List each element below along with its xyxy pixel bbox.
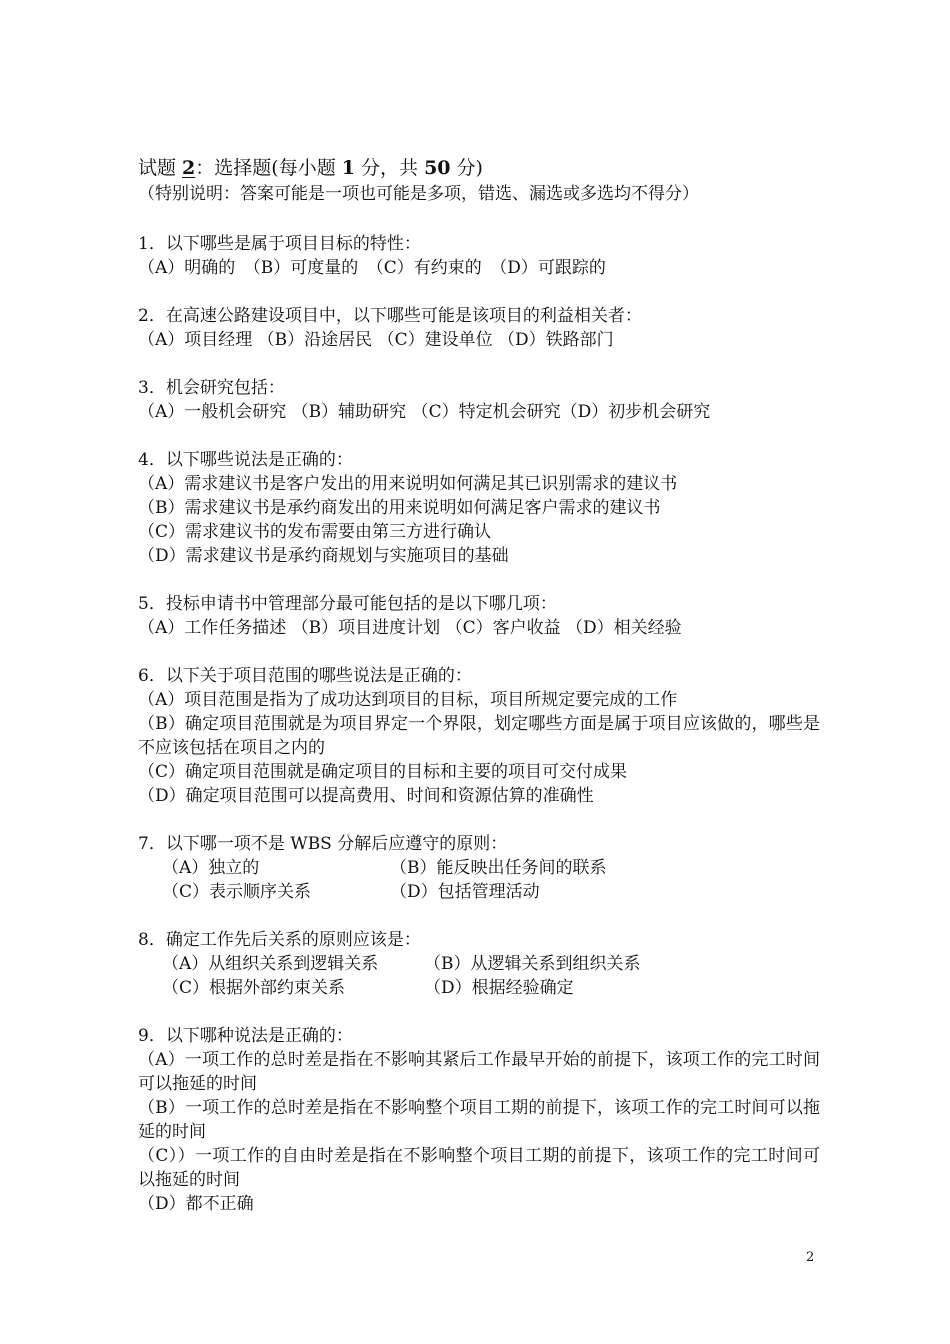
q8-stem: 8．确定工作先后关系的原则应该是：	[138, 930, 421, 950]
title-mid: ：选择题(每小题	[195, 157, 342, 179]
q3-stem: 3．机会研究包括：	[138, 378, 285, 398]
q9-option-a: （A）一项工作的总时差是指在不影响其紧后工作最早开始的前提下，该项工作的完工时间可以拖延的时间	[138, 1050, 820, 1094]
q7-option-b: （B）能反映出任务间的联系	[390, 858, 607, 878]
q4-option-a: （A）需求建议书是客户发出的用来说明如何满足其已识别需求的建议书	[138, 474, 678, 494]
q8-option-b: （B）从逻辑关系到组织关系	[424, 954, 641, 974]
q5-options: （A）工作任务描述 （B）项目进度计划 （C）客户收益 （D）相关经验	[138, 618, 682, 638]
q8-row2	[162, 976, 820, 1000]
q3-options: （A）一般机会研究 （B）辅助研究 （C）特定机会研究（D）初步机会研究	[138, 402, 711, 422]
special-note: （特别说明：答案可能是一项也可能是多项，错选、漏选或多选均不得分）	[138, 184, 699, 204]
q9-stem: 9．以下哪种说法是正确的：	[138, 1026, 353, 1046]
q6-option-b: （B）确定项目范围就是为项目界定一个界限，划定哪些方面是属于项目应该做的，哪些是不应该包括在项目之内的	[138, 714, 820, 758]
q1-stem: 1．以下哪些是属于项目目标的特性：	[138, 234, 421, 254]
q4-option-d: （D）需求建议书是承约商规划与实施项目的基础	[138, 546, 509, 566]
title-mid2: 分，共	[354, 157, 425, 179]
q8-option-a: （A）从组织关系到逻辑关系	[162, 954, 379, 974]
q7-stem: 7．以下哪一项不是 WBS 分解后应遵守的原则：	[138, 834, 508, 854]
q8-row1	[162, 952, 820, 976]
q6-option-a: （A）项目范围是指为了成功达到项目的目标，项目所规定要完成的工作	[138, 690, 678, 710]
q7-option-d: （D）包括管理活动	[390, 882, 540, 902]
q7-row2	[162, 880, 820, 904]
q7-option-a: （A）独立的	[162, 858, 260, 878]
title-total: 50	[424, 157, 451, 179]
q4-option-c: （C）需求建议书的发布需要由第三方进行确认	[138, 522, 492, 542]
q6-option-d: （D）确定项目范围可以提高费用、时间和资源估算的准确性	[138, 786, 594, 806]
q8-option-c: （C）根据外部约束关系	[162, 978, 346, 998]
page-number: 2	[806, 1250, 815, 1265]
title-number: 2	[182, 157, 196, 179]
q6-option-c: （C）确定项目范围就是确定项目的目标和主要的项目可交付成果	[138, 762, 628, 782]
q9-option-d: （D）都不正确	[138, 1194, 254, 1214]
title-prefix: 试题	[138, 157, 183, 179]
q9-option-b: （B）一项工作的总时差是指在不影响整个项目工期的前提下，该项工作的完工时间可以拖延的时间	[138, 1098, 820, 1142]
q7-option-c: （C）表示顺序关系	[162, 882, 312, 902]
q1-options: （A）明确的 （B）可度量的 （C）有约束的 （D）可跟踪的	[138, 258, 606, 278]
q5-stem: 5．投标申请书中管理部分最可能包括的是以下哪几项：	[138, 594, 557, 614]
q7-row1	[162, 856, 820, 880]
q9-option-c: （C））一项工作的自由时差是指在不影响整个项目工期的前提下，该项工作的完工时间可以拖延的时间	[138, 1146, 820, 1190]
q2-options: （A）项目经理 （B）沿途居民 （C）建设单位 （D）铁路部门	[138, 330, 614, 350]
q8-option-d: （D）根据经验确定	[424, 978, 574, 998]
q6-stem: 6．以下关于项目范围的哪些说法是正确的：	[138, 666, 472, 686]
title-end: 分)	[450, 157, 483, 179]
q2-stem: 2．在高速公路建设项目中，以下哪些可能是该项目的利益相关者：	[138, 306, 642, 326]
q4-option-b: （B）需求建议书是承约商发出的用来说明如何满足客户需求的建议书	[138, 498, 661, 518]
title-score: 1	[341, 157, 355, 179]
q4-stem: 4．以下哪些说法是正确的：	[138, 450, 353, 470]
section-title	[138, 156, 820, 180]
